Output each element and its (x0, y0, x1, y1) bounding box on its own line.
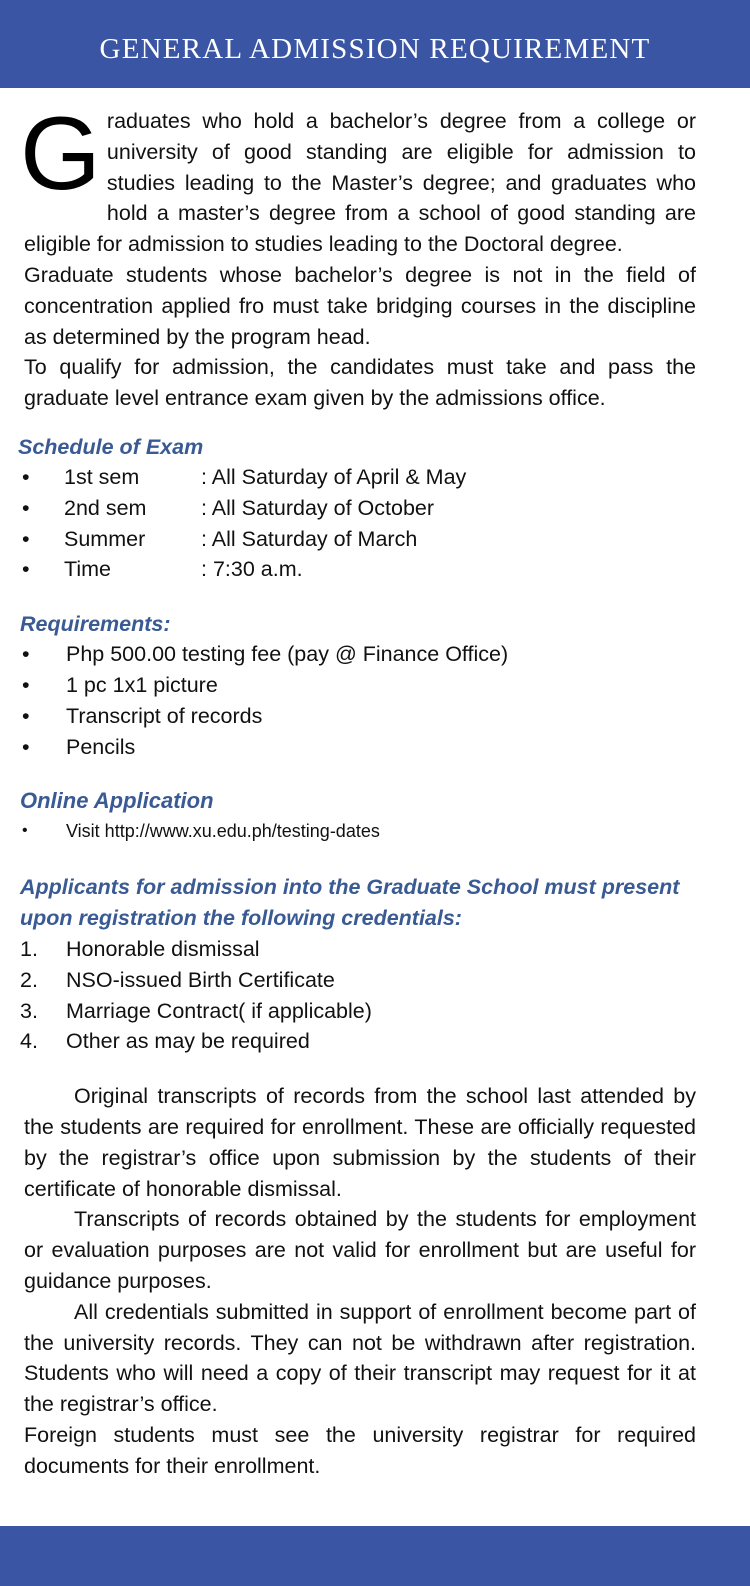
requirement-text: Pencils (66, 734, 136, 759)
credential-item (20, 1026, 696, 1057)
original-transcripts-paragraph: Original transcripts of records from the school last attended by the students are required for enrollment. These are officially requested by the registrar’s office upon submission by the students of their certificate of honorable dismissal. (24, 1084, 696, 1201)
bullet-icon: • (22, 822, 28, 840)
schedule-item (24, 462, 696, 493)
bullet-icon: • (22, 557, 30, 582)
credential-text: Other as may be required (66, 1029, 310, 1054)
intro-text: raduates who hold a bachelor’s degree from a college or university of good standing are eligible for admission to studies leading to the Master’s degree; and graduates who hold a master’s degree from a school of good standing are eligible for admission to studies leading to the Doctoral degree. (24, 109, 696, 257)
schedule-term: 1st sem (64, 464, 140, 489)
bullet-icon: • (22, 642, 30, 667)
credential-item (20, 996, 696, 1027)
schedule-value: : 7:30 a.m. (201, 557, 303, 582)
bullet-icon: • (22, 526, 30, 551)
requirement-text: Php 500.00 testing fee (pay @ Finance Office) (66, 642, 509, 667)
schedule-value: : All Saturday of October (201, 495, 435, 520)
foreign-students-paragraph: Foreign students must see the university registrar for required documents for their enrollment. (24, 1422, 696, 1478)
header-banner (0, 0, 750, 88)
bullet-icon: • (22, 734, 30, 759)
schedule-item (24, 554, 696, 585)
credentials-list (20, 934, 696, 1057)
credential-item (20, 934, 696, 965)
schedule-list (24, 462, 696, 585)
requirement-item (24, 701, 696, 732)
bullet-icon: • (22, 495, 30, 520)
credential-text: Honorable dismissal (66, 936, 260, 961)
credential-number: 4. (20, 1029, 38, 1054)
bullet-icon: • (22, 703, 30, 728)
schedule-value: : All Saturday of April & May (201, 464, 467, 489)
credential-number: 1. (20, 936, 38, 961)
drop-cap: G (20, 96, 101, 212)
exam-paragraph: To qualify for admission, the candidates must take and pass the graduate level entrance exam given by the admissions office. (24, 355, 696, 411)
credential-item (20, 965, 696, 996)
bridging-paragraph: Graduate students whose bachelor’s degree is not in the field of concentration applied fro must take bridging courses in the discipline as determined by the program head. (24, 262, 696, 349)
credentials-records-paragraph: All credentials submitted in support of enrollment become part of the university records. They can not be withdrawn after registration. Students who will need a copy of their transcript may request for it at the registrar’s office. (24, 1299, 696, 1417)
transcripts-purpose-paragraph: Transcripts of records obtained by the students for employment or evaluation purposes are not valid for enrollment but are useful for guidance purposes. (24, 1207, 696, 1293)
requirement-item (24, 670, 696, 701)
main-content (18, 96, 696, 1481)
intro-paragraph (20, 96, 696, 260)
requirement-text: 1 pc 1x1 picture (66, 672, 218, 697)
schedule-term: 2nd sem (64, 495, 147, 520)
credential-text: NSO-issued Birth Certificate (66, 967, 335, 992)
credentials-heading: Applicants for admission into the Graduate School must present upon registration the following credentials: (20, 875, 680, 931)
requirement-item (24, 732, 696, 763)
online-application-link[interactable]: Visit http://www.xu.edu.ph/testing-dates (66, 821, 380, 842)
schedule-item (24, 493, 696, 524)
schedule-heading: Schedule of Exam (18, 434, 204, 459)
schedule-item (24, 524, 696, 555)
requirements-heading: Requirements: (20, 612, 171, 637)
requirement-text: Transcript of records (66, 703, 263, 728)
online-application-item (24, 816, 696, 846)
bullet-icon: • (22, 464, 30, 489)
requirements-list (24, 639, 696, 762)
credential-number: 2. (20, 967, 38, 992)
bullet-icon: • (22, 672, 30, 697)
requirement-item (24, 639, 696, 670)
schedule-term: Summer (64, 526, 146, 551)
credential-text: Marriage Contract( if applicable) (66, 998, 372, 1023)
credential-number: 3. (20, 998, 38, 1023)
footer-banner (0, 1526, 750, 1586)
schedule-value: : All Saturday of March (201, 526, 418, 551)
schedule-term: Time (64, 557, 111, 582)
online-application-heading: Online Application (20, 788, 214, 814)
page-title: GENERAL ADMISSION REQUIREMENT (99, 32, 651, 65)
